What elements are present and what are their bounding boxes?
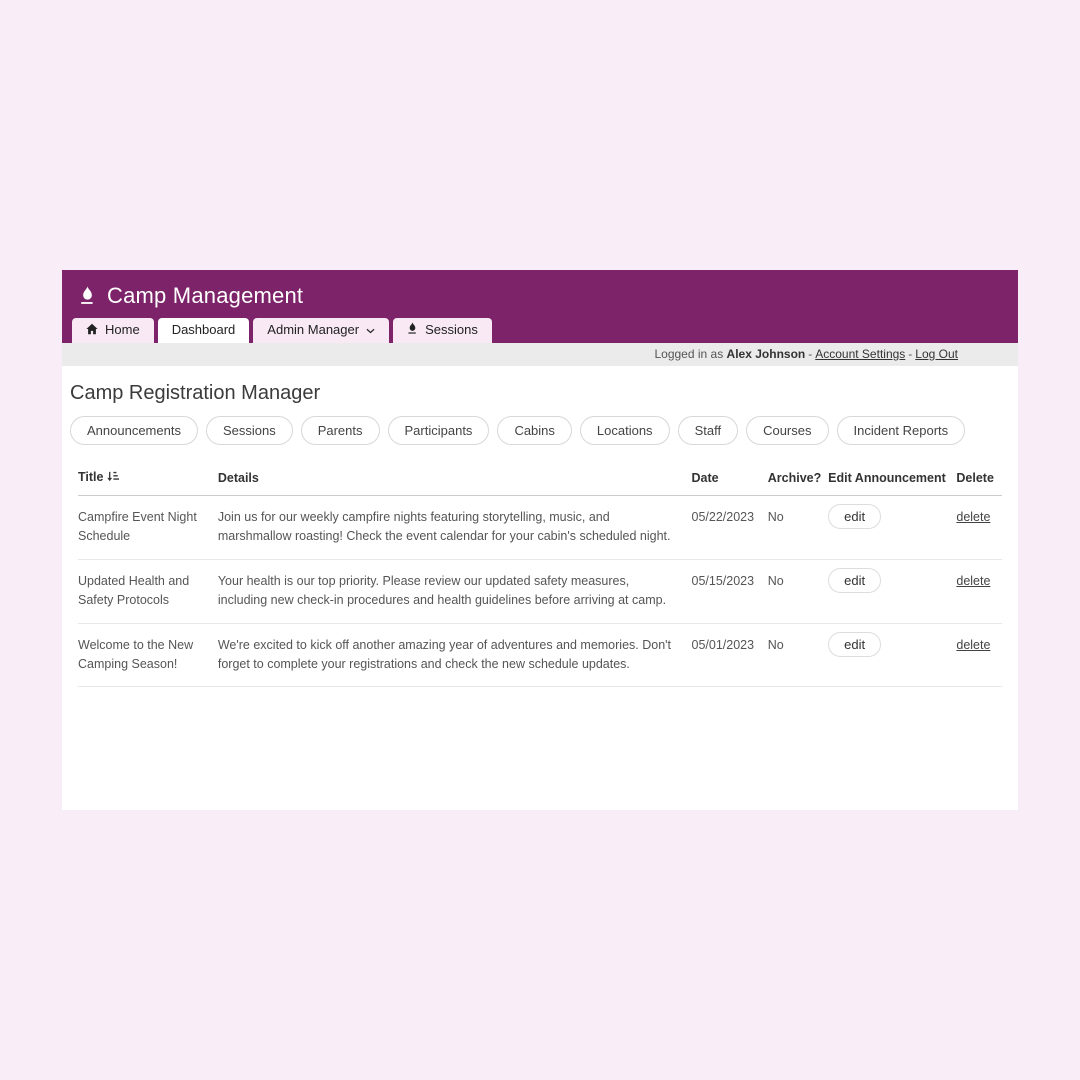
account-bar: [62, 343, 1018, 366]
column-title-label: Title: [78, 470, 104, 484]
tab-dashboard[interactable]: [158, 318, 250, 343]
cell-archive: No: [768, 623, 828, 687]
announcements-table: [78, 461, 1002, 687]
cell-date: 05/01/2023: [692, 623, 768, 687]
table-header-row: [78, 461, 1002, 496]
pill-incident-reports[interactable]: Incident Reports: [837, 416, 966, 445]
cell-archive: No: [768, 496, 828, 560]
cell-details: Your health is our top priority. Please review our updated safety measures, including new check-in procedures and health guidelines before arriving at camp.: [218, 559, 692, 623]
pill-locations[interactable]: Locations: [580, 416, 670, 445]
chevron-down-icon: [366, 323, 375, 337]
app-window: [62, 270, 1018, 810]
table-row: [78, 559, 1002, 623]
column-header-date: Date: [692, 461, 768, 496]
app-title: Camp Management: [107, 283, 304, 308]
cell-date: 05/15/2023: [692, 559, 768, 623]
separator-dash: -: [908, 347, 913, 361]
column-header-details: Details: [218, 461, 692, 496]
logged-in-prefix: Logged in as: [654, 347, 727, 361]
pill-staff[interactable]: Staff: [678, 416, 739, 445]
sort-icon[interactable]: [106, 472, 119, 486]
tab-home-label: Home: [105, 322, 140, 337]
edit-button[interactable]: edit: [828, 504, 881, 529]
cell-title: Updated Health and Safety Protocols: [78, 559, 218, 623]
tab-sessions-label: Sessions: [425, 322, 478, 337]
delete-link[interactable]: delete: [956, 637, 991, 652]
table-row: [78, 623, 1002, 687]
logged-in-username: Alex Johnson: [726, 347, 806, 361]
pill-courses[interactable]: Courses: [746, 416, 828, 445]
column-header-archive: Archive?: [768, 461, 828, 496]
cell-title: Campfire Event Night Schedule: [78, 496, 218, 560]
pill-parents[interactable]: Parents: [301, 416, 380, 445]
cell-title: Welcome to the New Camping Season!: [78, 623, 218, 687]
table-row: [78, 496, 1002, 560]
pill-participants[interactable]: Participants: [388, 416, 490, 445]
main-nav-tabs: [62, 318, 1018, 343]
tab-dashboard-label: Dashboard: [171, 322, 236, 337]
edit-button[interactable]: edit: [828, 632, 881, 657]
home-icon: [86, 323, 98, 338]
column-header-delete: Delete: [956, 461, 1002, 496]
cell-archive: No: [768, 559, 828, 623]
tab-admin-manager-label: Admin Manager: [267, 322, 360, 337]
cell-details: Join us for our weekly campfire nights featuring storytelling, music, and marshmallow roasting! Check the event calendar for your cabin's scheduled night.: [218, 496, 692, 560]
tab-sessions[interactable]: [393, 318, 492, 343]
column-header-title[interactable]: [78, 461, 218, 496]
separator-dash: -: [808, 347, 813, 361]
pill-sessions[interactable]: Sessions: [206, 416, 293, 445]
tab-admin-manager[interactable]: [253, 318, 389, 343]
app-brand: [62, 270, 1018, 318]
cell-date: 05/22/2023: [692, 496, 768, 560]
campfire-icon: [79, 286, 96, 306]
section-nav: [62, 416, 1018, 445]
pill-announcements[interactable]: Announcements: [70, 416, 198, 445]
log-out-link[interactable]: Log Out: [915, 347, 958, 361]
delete-link[interactable]: delete: [956, 573, 991, 588]
account-settings-link[interactable]: Account Settings: [815, 347, 906, 361]
cell-details: We're excited to kick off another amazing year of adventures and memories. Don't forget to complete your registrations and check the new schedule updates.: [218, 623, 692, 687]
page-title: Camp Registration Manager: [70, 382, 321, 404]
edit-button[interactable]: edit: [828, 568, 881, 593]
column-header-edit: Edit Announcement: [828, 461, 956, 496]
campfire-icon: [407, 322, 418, 338]
pill-cabins[interactable]: Cabins: [497, 416, 571, 445]
tab-home[interactable]: [72, 318, 154, 343]
delete-link[interactable]: delete: [956, 510, 991, 524]
masthead: [62, 270, 1018, 343]
